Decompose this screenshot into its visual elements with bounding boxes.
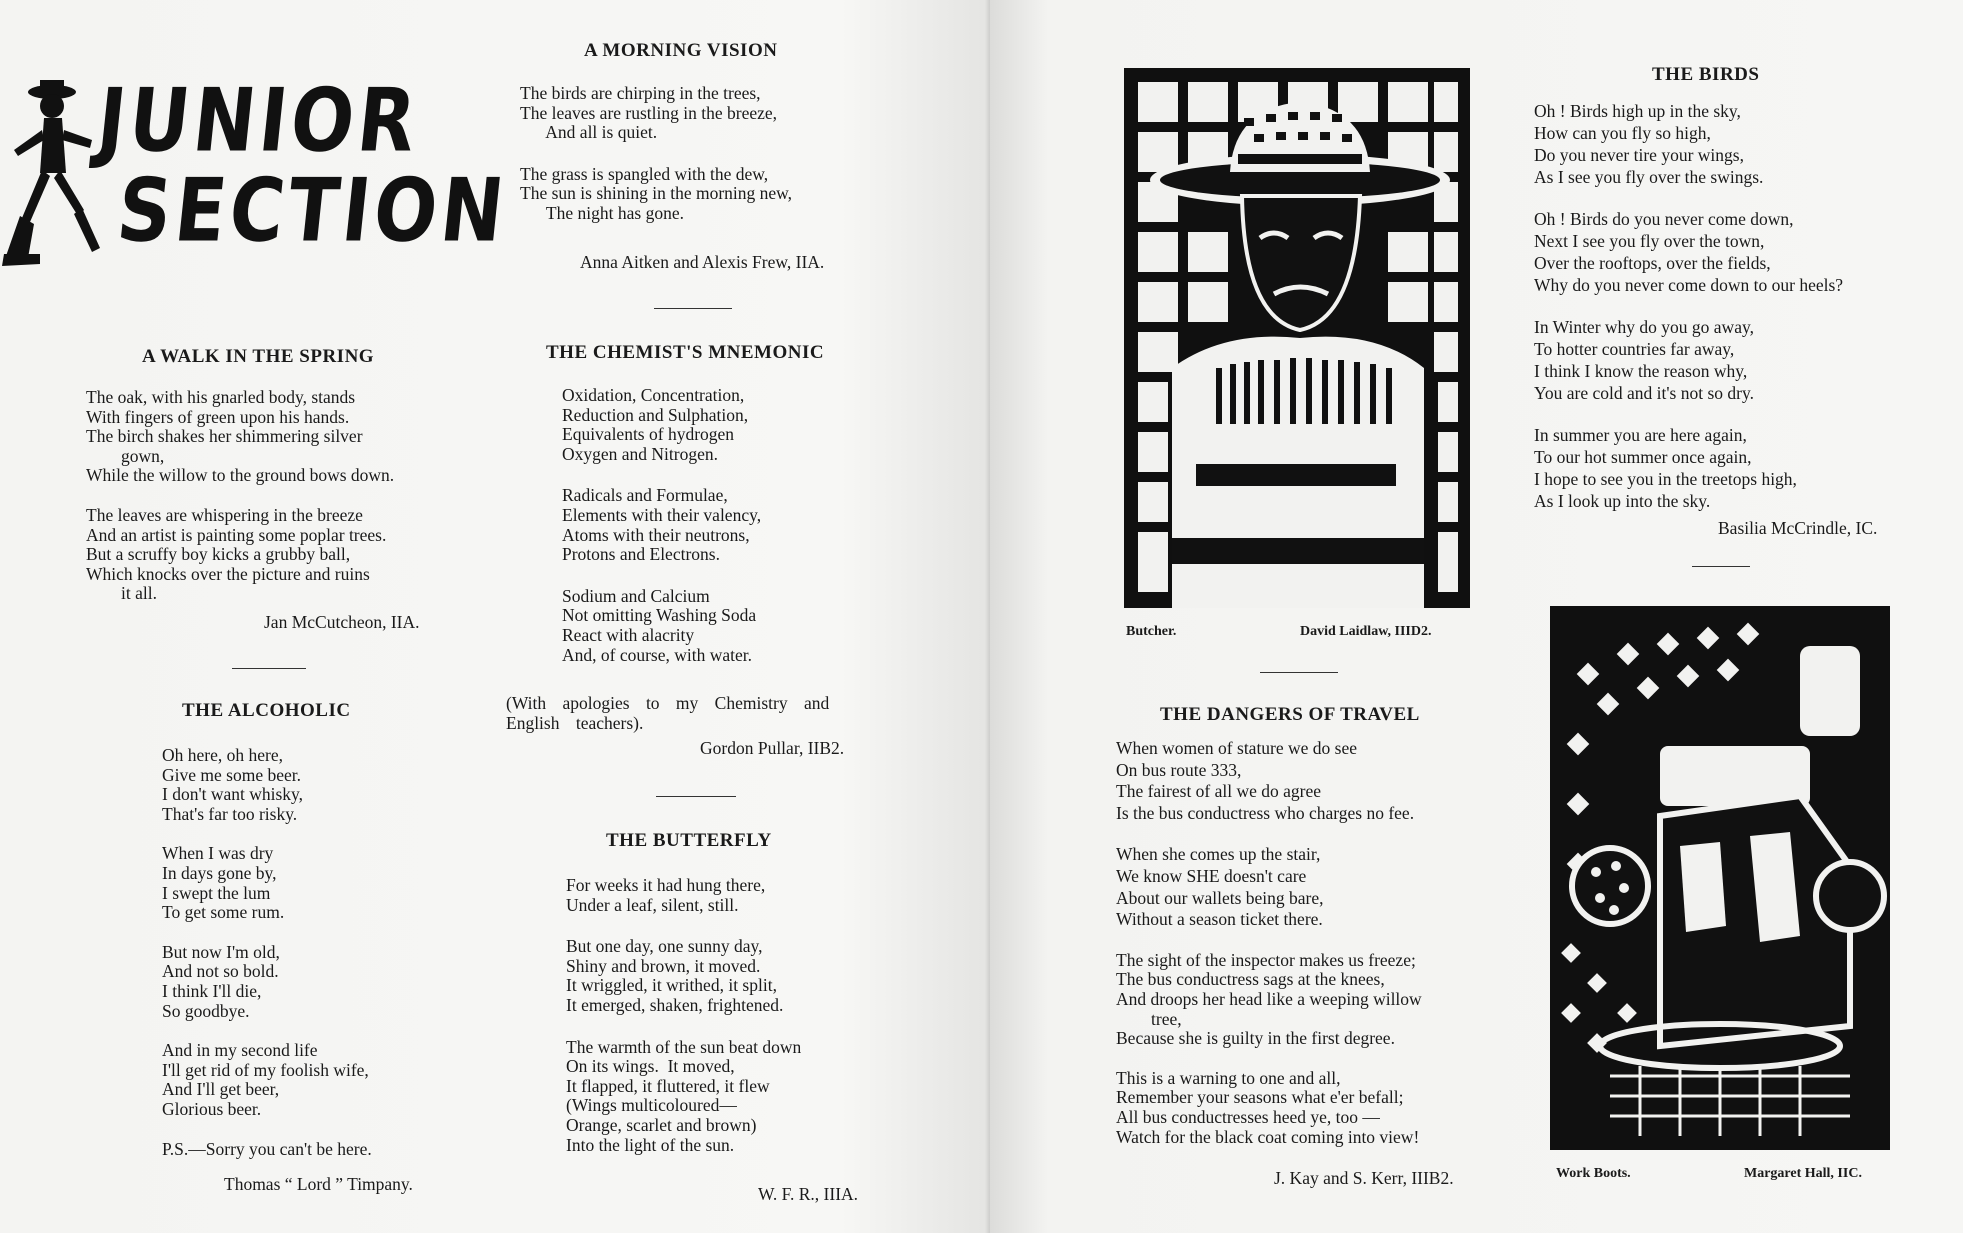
poem-author: W. F. R., IIIA. xyxy=(758,1184,859,1204)
logo-line-junior: JUNIOR xyxy=(92,70,425,172)
stanza: For weeks it had hung there, Under a leaf, silent, still. xyxy=(566,875,766,915)
poem-morning-vision xyxy=(520,40,920,224)
stanza: But one day, one sunny day, Shiny and brown, it moved. It wriggled, it writhed, it split, It emerged, shaken, frightened. xyxy=(566,936,784,1015)
image-caption-title: Butcher. xyxy=(1126,624,1177,639)
image-caption-author: Margaret Hall, IIC. xyxy=(1744,1166,1862,1181)
poem-chemists-mnemonic xyxy=(546,342,926,665)
stanza: Sodium and Calcium Not omitting Washing Soda React with alacrity And, of course, with water. xyxy=(562,585,757,665)
right-page xyxy=(990,0,1963,1233)
stanza: When she comes up the stair, We know SHE doesn't care About our wallets being bare, Without a season ticket there. xyxy=(1116,844,1324,930)
image-caption-author: David Laidlaw, IIID2. xyxy=(1300,624,1432,639)
poem-alcoholic xyxy=(162,700,502,1159)
stanza: The grass is spangled with the dew, The sun is shining in the morning new, The night has gone. xyxy=(520,163,793,223)
stanza: In summer you are here again, To our hot summer once again, I hope to see you in the treetops high, As I look up into the sky. xyxy=(1534,425,1797,511)
stanza: The oak, with his gnarled body, stands With fingers of green upon his hands. The birch shakes her shimmering silver gown, While the willow to the ground bows down. xyxy=(86,387,395,486)
stanza: In Winter why do you go away, To hotter countries far away, I think I know the reason why, You are cold and it's not so dry. xyxy=(1534,317,1754,403)
stanza: Oh ! Birds do you never come down, Next I see you fly over the town, Over the rooftops, over the fields, Why do you never come down to our heels? xyxy=(1534,209,1844,295)
stanza: The warmth of the sun beat down On its wings. It moved, It flapped, it fluttered, it flew (Wings multicoloured— Orange, scarlet and brown) Into the light of the sun. xyxy=(566,1036,802,1155)
divider xyxy=(656,796,736,797)
stanza: The leaves are whispering in the breeze And an artist is painting some poplar trees. But a scruffy boy kicks a grubby ball, Which knocks over the picture and ruins it all. xyxy=(86,504,387,604)
poem-author: Basilia McCrindle, IC. xyxy=(1718,518,1878,538)
poem-note: (With apologies to my Chemistry and English teachers). xyxy=(506,693,830,733)
work-boots-illustration xyxy=(1550,606,1890,1150)
running-figure-icon xyxy=(0,78,110,288)
poem-title: THE ALCOHOLIC xyxy=(182,700,351,721)
divider xyxy=(654,308,732,309)
stanza: Oh ! Birds high up in the sky, How can you fly so high, Do you never tire your wings, As I see you fly over the swings. xyxy=(1534,101,1764,187)
logo-line-section: SECTION xyxy=(112,160,513,262)
stanza: But now I'm old, And not so bold. I think I'll die, So goodbye. xyxy=(162,941,280,1021)
stanza: Oxidation, Concentration, Reduction and Sulphation, Equivalents of hydrogen Oxygen and Nitrogen. xyxy=(562,385,749,464)
stanza: Oh here, oh here, Give me some beer. I don't want whisky, That's far too risky. xyxy=(162,745,304,824)
poem-author: J. Kay and S. Kerr, IIIB2. xyxy=(1274,1168,1454,1188)
poem-title: A MORNING VISION xyxy=(584,40,778,61)
stanza: This is a warning to one and all, Remember your seasons what e'er befall; All bus conductresses heed ye, too — Watch for the black coat coming into view! xyxy=(1116,1067,1420,1147)
poem-dangers-of-travel xyxy=(1116,704,1536,1147)
junior-section-logo xyxy=(0,70,513,288)
work-boots-linocut-image xyxy=(1550,606,1890,1150)
poem-title: THE CHEMIST'S MNEMONIC xyxy=(546,342,825,363)
image-caption-title: Work Boots. xyxy=(1556,1166,1631,1181)
poem-title: THE DANGERS OF TRAVEL xyxy=(1160,704,1420,725)
stanza: Radicals and Formulae, Elements with their valency, Atoms with their neutrons, Protons and Electrons. xyxy=(562,485,762,565)
poem-author: Anna Aitken and Alexis Frew, IIA. xyxy=(580,252,825,272)
poem-author: Thomas “ Lord ” Timpany. xyxy=(224,1174,413,1194)
butcher-illustration xyxy=(1124,68,1470,608)
poem-butterfly xyxy=(566,830,926,1155)
divider xyxy=(1692,566,1750,567)
divider xyxy=(1260,672,1338,673)
postscript: P.S.—Sorry you can't be here. xyxy=(162,1138,372,1159)
poem-the-birds xyxy=(1534,64,1954,512)
stanza: When women of stature we do see On bus route 333, The fairest of all we do agree Is the bus conductress who charges no fee. xyxy=(1116,738,1415,823)
poem-title: THE BIRDS xyxy=(1652,64,1760,85)
stanza: The birds are chirping in the trees, The leaves are rustling in the breeze, And all is quiet. xyxy=(520,83,778,143)
divider xyxy=(232,668,306,669)
poem-author: Gordon Pullar, IIB2. xyxy=(700,738,845,758)
stanza: And in my second life I'll get rid of my foolish wife, And I'll get beer, Glorious beer. xyxy=(162,1040,369,1119)
poem-title: A WALK IN THE SPRING xyxy=(142,346,375,367)
stanza: When I was dry In days gone by, I swept the lum To get some rum. xyxy=(162,843,285,923)
poem-author: Jan McCutcheon, IIA. xyxy=(264,612,420,632)
poem-walk-in-spring xyxy=(86,346,466,604)
stanza: The sight of the inspector makes us freeze; The bus conductress sags at the knees, And droops her head like a weeping willow tree, Because she is guilty in the first degree. xyxy=(1116,949,1422,1049)
poem-title: THE BUTTERFLY xyxy=(606,830,772,851)
butcher-linocut-image xyxy=(1124,68,1470,608)
